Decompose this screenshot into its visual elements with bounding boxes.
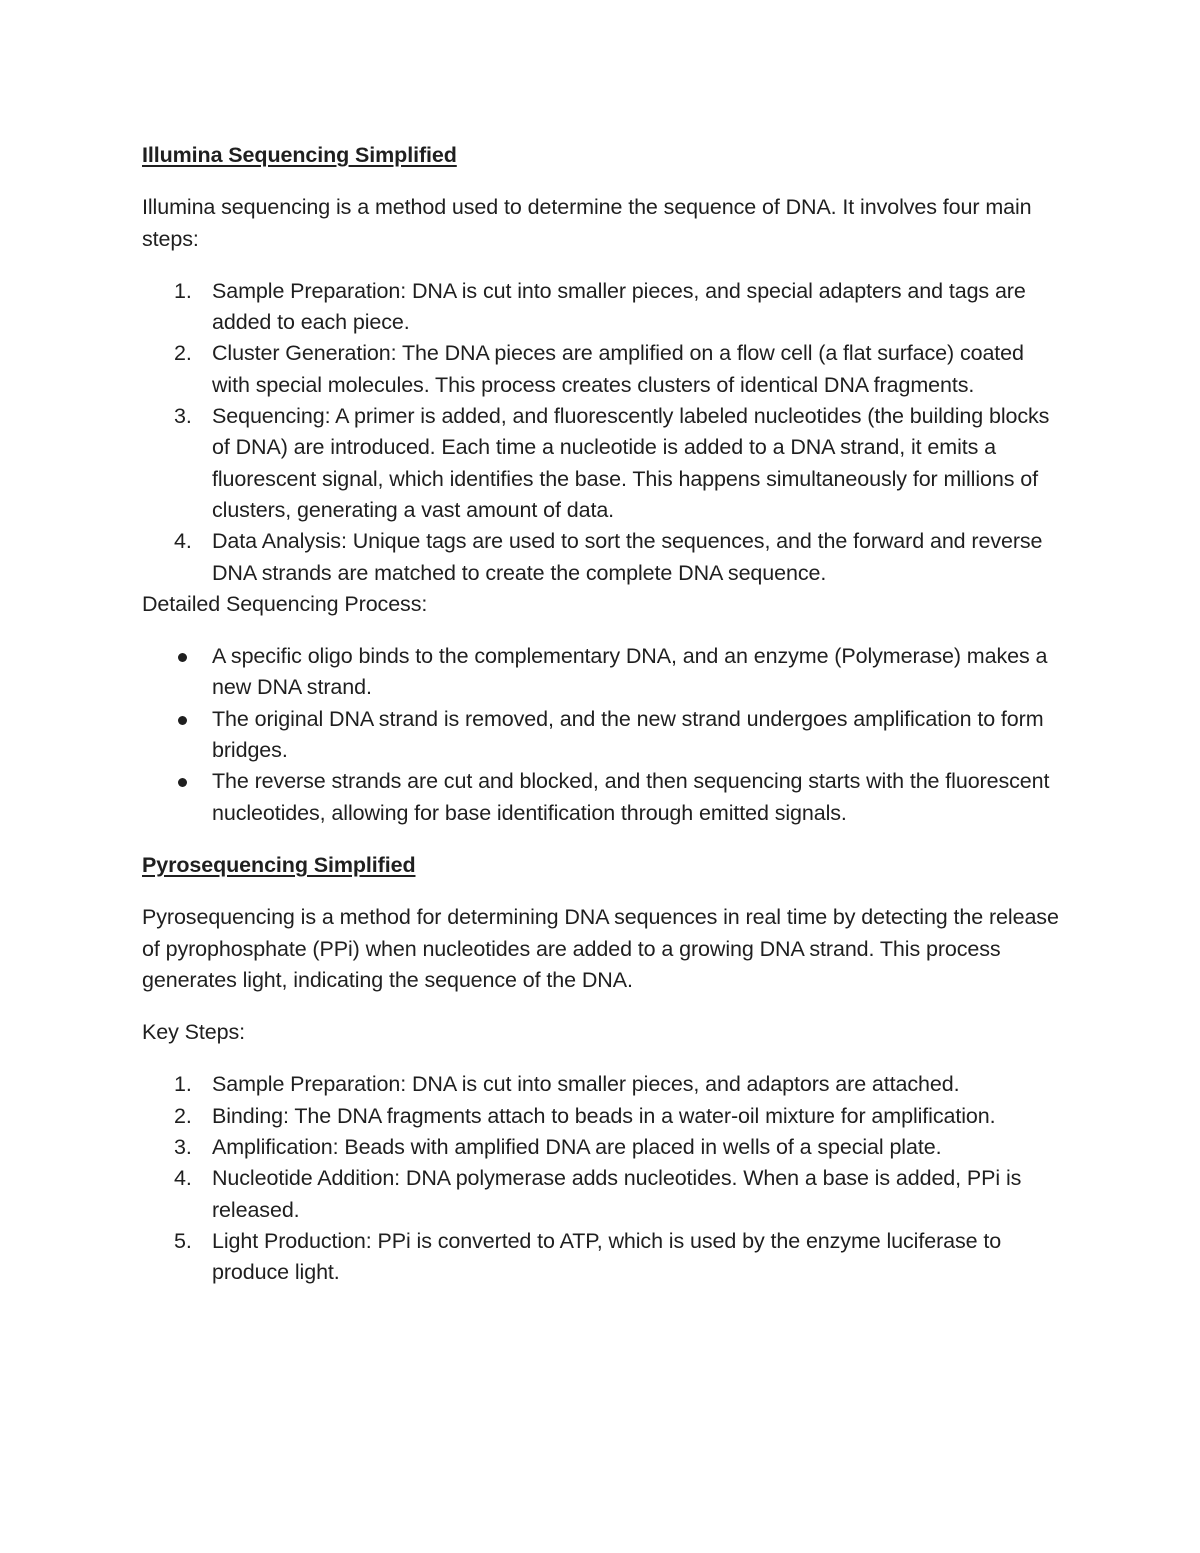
pyro-step (142, 1101, 1060, 1132)
spacer (142, 829, 1060, 850)
bullet-icon (178, 716, 187, 725)
detail-item (142, 766, 1060, 829)
pyro-heading: Pyrosequencing Simplified (142, 852, 416, 877)
pyro-steps-list (142, 1069, 1060, 1288)
list-number: 4. (174, 529, 192, 554)
list-number: 4. (174, 1166, 192, 1191)
pyro-step (142, 1132, 1060, 1163)
list-item-text: Sequencing: A primer is added, and fluorescently labeled nucleotides (the building blocks of DNA) are introduced. Each time a nucleotide is added to a DNA strand, it emits a fluorescent signal, which identifies the base. This happens simultaneously for millions of clusters, generating a vast amount of data. (212, 404, 1050, 522)
list-number: 3. (174, 1135, 192, 1160)
spacer (142, 171, 1060, 192)
document-body (142, 140, 1060, 1289)
list-item-text: The original DNA strand is removed, and the new strand undergoes amplification to form bridges. (212, 706, 1044, 763)
list-item-text: Sample Preparation: DNA is cut into smaller pieces, and adaptors are attached. (212, 1072, 960, 1097)
illumina-step (142, 338, 1060, 401)
pyro-intro: Pyrosequencing is a method for determining DNA sequences in real time by detecting the release of pyrophosphate (PPi) when nucleotides are added to a growing DNA strand. This process generates light, indicating the sequence of the DNA. (142, 905, 1059, 992)
list-item-text: Nucleotide Addition: DNA polymerase adds nucleotides. When a base is added, PPi is released. (212, 1166, 1022, 1222)
detail-item (142, 641, 1060, 704)
list-item-text: A specific oligo binds to the complementary DNA, and an enzyme (Polymerase) makes a new DNA strand. (212, 644, 1048, 700)
illumina-steps-list (142, 276, 1060, 589)
detail-item (142, 704, 1060, 767)
list-number: 1. (174, 1072, 192, 1097)
list-item-text: Light Production: PPi is converted to ATP, which is used by the enzyme luciferase to produce light. (212, 1228, 1002, 1285)
list-item-text: Binding: The DNA fragments attach to beads in a water-oil mixture for amplification. (212, 1103, 996, 1128)
key-steps-label: Key Steps: (142, 1020, 245, 1045)
illumina-step (142, 276, 1060, 339)
illumina-step (142, 401, 1060, 526)
bullet-icon (178, 653, 187, 662)
illumina-intro: Illumina sequencing is a method used to determine the sequence of DNA. It involves four main steps: (142, 195, 1032, 251)
illumina-step (142, 526, 1060, 589)
spacer (142, 1048, 1060, 1069)
spacer (142, 881, 1060, 902)
spacer (142, 996, 1060, 1017)
bullet-icon (178, 778, 187, 787)
pyro-step (142, 1163, 1060, 1226)
detailed-process-label: Detailed Sequencing Process: (142, 591, 428, 616)
pyro-step (142, 1069, 1060, 1100)
list-number: 5. (174, 1228, 192, 1253)
list-item-text: Cluster Generation: The DNA pieces are amplified on a flow cell (a flat surface) coated with special molecules. This process creates clusters of identical DNA fragments. (212, 341, 1024, 397)
spacer (142, 255, 1060, 276)
list-item-text: Data Analysis: Unique tags are used to sort the sequences, and the forward and reverse DNA strands are matched to create the complete DNA sequence. (212, 529, 1043, 585)
list-item-text: Sample Preparation: DNA is cut into smaller pieces, and special adapters and tags are added to each piece. (212, 278, 1026, 335)
list-number: 2. (174, 1103, 192, 1128)
list-item-text: Amplification: Beads with amplified DNA are placed in wells of a special plate. (212, 1135, 942, 1160)
spacer (142, 620, 1060, 641)
illumina-heading: Illumina Sequencing Simplified (142, 143, 457, 167)
pyro-step (142, 1226, 1060, 1289)
detailed-process-list (142, 641, 1060, 829)
list-number: 3. (174, 404, 192, 429)
list-number: 1. (174, 278, 192, 303)
list-item-text: The reverse strands are cut and blocked, and then sequencing starts with the fluorescent nucleotides, allowing for base identification through emitted signals. (212, 769, 1050, 825)
list-number: 2. (174, 341, 192, 366)
